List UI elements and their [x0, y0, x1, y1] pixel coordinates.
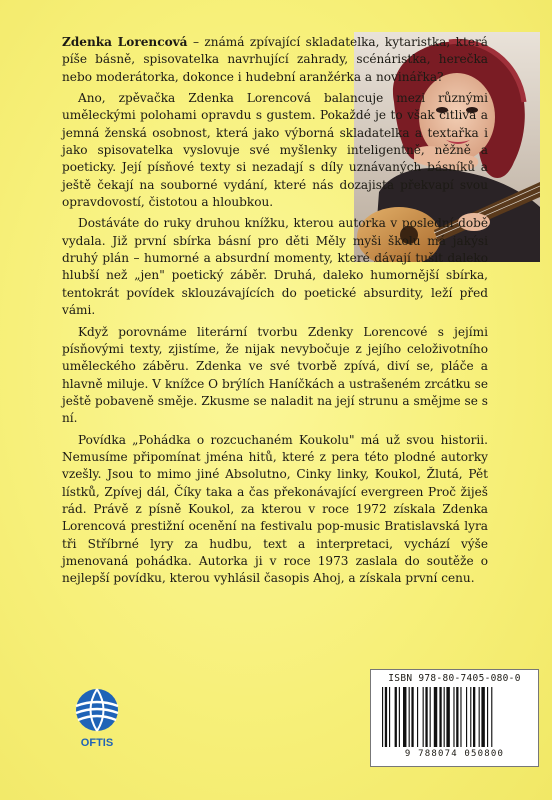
isbn-text: ISBN 978-80-7405-080-0: [388, 673, 521, 684]
intro-text: – známá zpívající skladatelka, kytaristka, která píše básně, spisovatelka navrhující zahrady, scénáristka, herečka nebo moderátorka, dokonce i hudební aranžérka a novinářka?: [62, 35, 488, 84]
back-cover-text: [62, 34, 488, 592]
barcode-icon: [380, 687, 529, 749]
paragraph-3: Dostáváte do ruky druhou knížku, kterou autorka v poslední době vydala. Již první sbírka básní pro děti Měly myši školu má jakýsi druhý plán – humorné a absurdní momenty, které dávají tušit daleko hlubší než „jen" poetický záběr. Druhá, daleko humornější sbírka, tentokrát povídek sklouzávajících do poetické absurdity, leží před vámi.: [62, 216, 488, 318]
paragraph-intro: [62, 34, 488, 86]
oftis-globe-icon: [68, 686, 126, 750]
paragraph-5: Povídka „Pohádka o rozcuchaném Koukolu" má už svou historii. Nemusíme připomínat jména hitů, které z pera této plodné autorky vzešly. Jsou to mimo jiné Absolutno, Cinky linky, Koukol, Žlutá, Pět lístků, Zpívej dál, Číky taka a čas překonávající evergreen Proč žiješ rád. Právě z písně Koukol, za kterou v roce 1972 získala Zdenka Lorencová prestižní ocenění na festivalu pop-music Bratislavská lyra tři Stříbrné lyry za hudbu, text a interpretaci, vychází výše jmenovaná pohádka. Autorka ji v roce 1973 zaslala do soutěže o nejlepší povídku, kterou vyhlásil časopis Ahoj, a získala první cenu.: [62, 432, 488, 586]
barcode-digits: 9 788074 050800: [404, 749, 505, 759]
paragraph-4: Když porovnáme literární tvorbu Zdenky Lorencové s jejími písňovými texty, zjistíme, že nijak nevybočuje z jejího celoživotního uměleckého záběru. Zdenka ve své tvorbě zpívá, diví se, pláče a hlavně miluje. V knížce O brýlích Haníčkách a ustrašeném zrcátku se ještě pobaveně směje. Zkusme se naladit na její strunu a smějme se s ní.: [62, 324, 488, 426]
paragraph-2: Ano, zpěvačka Zdenka Lorencová balancuje mezi různými uměleckými polohami opravdu s gustem. Pokaždé je to však citlivá a jemná ženská osobnost, která jako výborná skladatelka a textařka i jako spisovatelka vyslovuje své myšlenky inteligentně, něžně a poeticky. Její písňové texty si nezadají s díly uznávaných básníků a ještě čekají na souborné vydání, které nás dozajista překvapí svou opravdovostí, čistotou a hloubkou.: [62, 91, 488, 210]
publisher-name: OFTIS: [80, 737, 114, 749]
publisher-logo: [68, 686, 126, 750]
barcode-box: [370, 669, 539, 767]
author-name: Zdenka Lorencová: [62, 35, 188, 49]
